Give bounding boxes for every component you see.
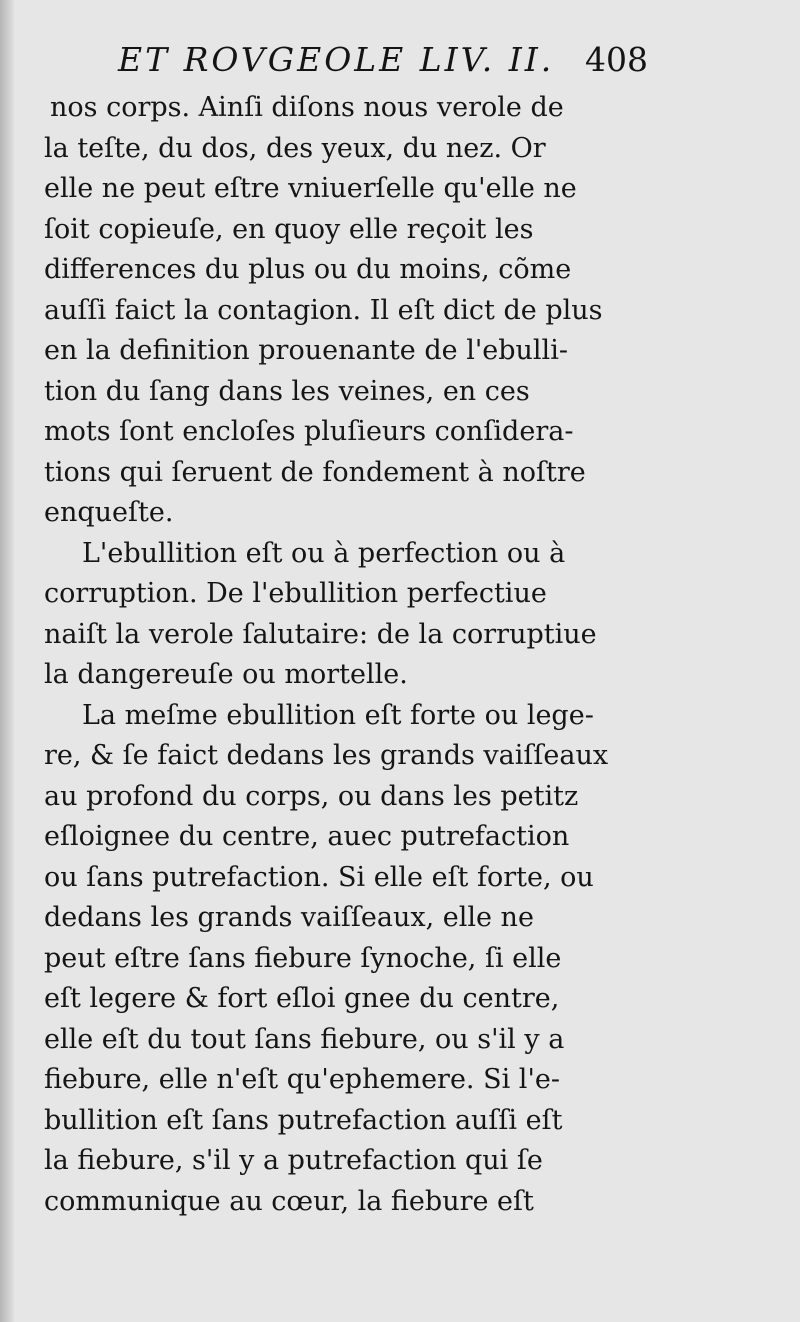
text-line: au profond du corps, ou dans les petitz: [44, 780, 579, 812]
text-line: elle eſt du tout ſans fiebure, ou s'il y a: [44, 1023, 565, 1055]
page-number: 408: [585, 40, 648, 79]
text-line: ou ſans putrefaction. Si elle eſt forte, ou: [44, 861, 594, 893]
text-line: communique au cœur, la fiebure eſt: [44, 1185, 534, 1217]
text-line: L'ebullition eſt ou à perfection ou à: [82, 537, 566, 569]
text-line: eſt legere & fort eſloi gnee du centre,: [44, 983, 560, 1014]
text-line: la fiebure, s'il y a putrefaction qui ſe: [44, 1145, 543, 1176]
text-line: elle ne peut eſtre vniuerſelle qu'elle ne: [44, 173, 577, 204]
text-line: dedans les grands vaiſſeaux, elle ne: [44, 902, 534, 933]
text-line: mots ſont encloſes pluſieurs conſidera-: [44, 416, 574, 447]
text-line: ſoit copieuſe, en quoy elle reçoit les: [44, 213, 534, 245]
text-line: fiebure, elle n'eſt qu'ephemere. Si l'e-: [44, 1064, 560, 1095]
body-text: [44, 88, 644, 1222]
text-line: la dangereuſe ou mortelle.: [44, 659, 408, 690]
text-line: bullition eſt ſans putrefaction auſſi eſt: [44, 1104, 563, 1136]
text-line: differences du plus ou du moins, cõme: [44, 254, 572, 285]
text-line: enqueſte.: [44, 497, 174, 528]
text-line: eſloignee du centre, auec putrefaction: [44, 821, 570, 852]
text-line: auſſi faict la contagion. Il eſt dict de plus: [44, 294, 603, 326]
text-line: tion du ſang dans les veines, en ces: [44, 375, 530, 407]
text-line: re, & ſe faict dedans les grands vaiſſeaux: [44, 740, 609, 771]
text-line: La meſme ebullition eſt forte ou lege-: [82, 699, 594, 731]
text-line: naiſt la verole ſalutaire: de la corruptiue: [44, 618, 597, 650]
running-head-title: ET ROVGEOLE LIV. II.: [118, 40, 555, 79]
running-head: [118, 40, 648, 90]
text-line: en la definition prouenante de l'ebulli-: [44, 335, 568, 366]
text-line: peut eſtre ſans fiebure ſynoche, ſi elle: [44, 942, 562, 974]
page-spine-shadow: [0, 0, 14, 1322]
text-line: tions qui ſeruent de fondement à noſtre: [44, 456, 586, 488]
text-line: corruption. De l'ebullition perfectiue: [44, 578, 547, 609]
text-line: la teſte, du dos, des yeux, du nez. Or: [44, 132, 546, 164]
text-line: nos corps. Ainſi diſons nous verole de: [50, 92, 564, 123]
